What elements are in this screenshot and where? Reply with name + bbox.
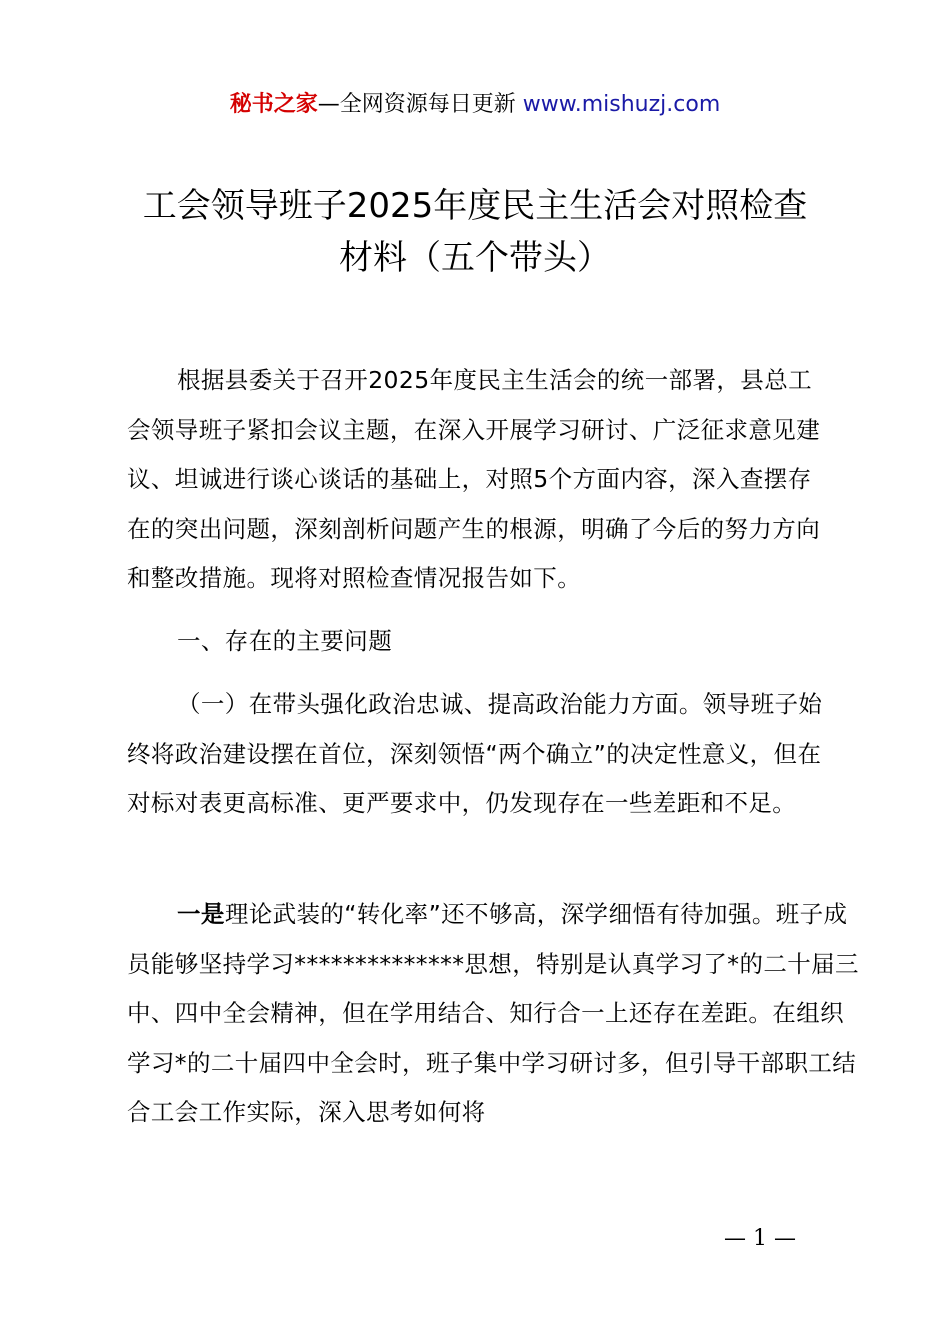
subsection-political-loyalty: （一）在带头强化政治忠诚、提高政治能力方面。领导班子始终将政治建设摆在首位，深刻领悟“两个确立”的决定性意义，但在对标对表更高标准、更严要求中，仍发现存在一些差距和不足。 — [127, 690, 823, 817]
site-header — [0, 88, 950, 122]
document-title — [80, 180, 870, 284]
point-one-paragraph — [127, 890, 867, 1138]
intro-paragraph: 根据县委关于召开2025年度民主生活会的统一部署，县总工会领导班子紧扣会议主题，在深入开展学习研讨、广泛征求意见建议、坦诚进行谈心谈话的基础上，对照5个方面内容，深入查摆存在的突出问题，深刻剖析问题产生的根源，明确了今后的努力方向和整改措施。现将对照检查情况报告如下。 — [127, 366, 821, 592]
section-heading-main-problems: 一、存在的主要问题 — [177, 627, 393, 655]
site-tagline: —全网资源每日更新 — [317, 92, 523, 117]
page-number: — 1 — — [724, 1226, 796, 1251]
document-title-line-2: 材料（五个带头） — [339, 238, 611, 278]
document-title-line-1: 工会领导班子2025年度民主生活会对照检查 — [142, 186, 808, 226]
site-brand: 秘书之家 — [229, 92, 318, 117]
site-url-link[interactable]: www.mishuzj.com — [522, 92, 721, 117]
point-one-text: 理论武装的“转化率”还不够高，深学细悟有待加强。班子成员能够坚持学习**************思想，特别是认真学习了*的二十届三中、四中全会精神，但在学用结合、知行合一上还存在差距。在组织学习*的二十届四中全会时，班子集中学习研讨多，但引导干部职工结合工会工作实际，深入思考如何将 — [127, 900, 859, 1126]
point-one-lead: 一是 — [177, 900, 225, 928]
